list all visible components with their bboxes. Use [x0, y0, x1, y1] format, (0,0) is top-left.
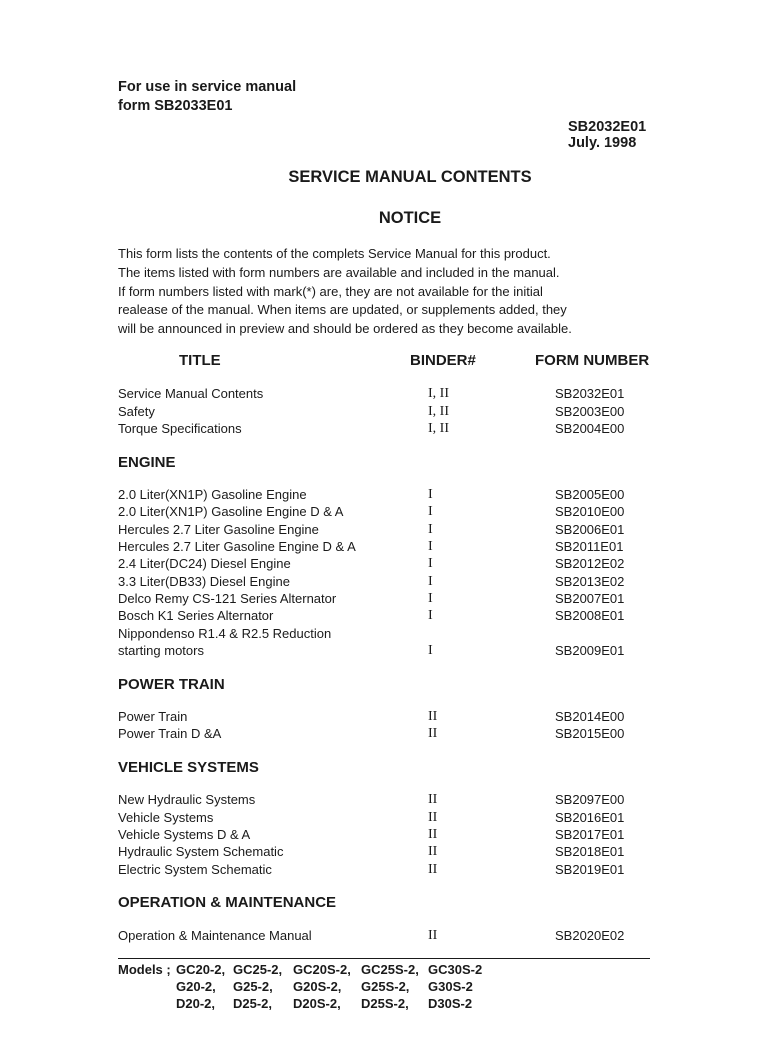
col-header-title: TITLE — [179, 352, 221, 369]
table-row — [118, 386, 658, 403]
row-title: Bosch K1 Series Alternator — [118, 608, 274, 623]
models-label: Models ; — [118, 962, 171, 977]
page-title: SERVICE MANUAL CONTENTS — [288, 168, 532, 186]
table-row — [118, 487, 658, 504]
model-code: GC25-2, — [233, 962, 283, 977]
row-binder: I, II — [428, 386, 449, 401]
row-form: SB2005E00 — [555, 487, 625, 502]
col-header-form: FORM NUMBER — [535, 352, 650, 369]
row-title: Hydraulic System Schematic — [118, 844, 284, 859]
row-title: Service Manual Contents — [118, 386, 264, 401]
row-binder: II — [428, 862, 438, 877]
table-row — [118, 421, 658, 438]
row-title: Operation & Maintenance Manual — [118, 928, 312, 943]
row-title: 2.0 Liter(XN1P) Gasoline Engine D & A — [118, 504, 344, 519]
row-title: Power Train — [118, 709, 188, 724]
row-binder: II — [428, 844, 438, 859]
table-row — [118, 574, 658, 591]
model-code: D20-2, — [176, 996, 216, 1011]
row-title: Delco Remy CS-121 Series Alternator — [118, 591, 337, 606]
row-binder: II — [428, 792, 438, 807]
row-binder: I — [428, 574, 433, 589]
use-line-1: For use in service manual — [118, 79, 297, 95]
model-code: G25-2, — [233, 979, 273, 994]
row-form: SB2097E00 — [555, 792, 625, 807]
notice-title: NOTICE — [378, 209, 442, 227]
notice-line: If form numbers listed with mark(*) are, they are not available for the initial — [118, 283, 543, 299]
section-heading-power-train: POWER TRAIN — [118, 676, 225, 693]
table-row — [118, 539, 658, 556]
table-row — [118, 810, 658, 827]
table-row — [118, 862, 658, 879]
form-number: SB2032E01 — [568, 119, 647, 135]
model-code: G25S-2, — [361, 979, 410, 994]
table-row — [118, 556, 658, 573]
row-form: SB2008E01 — [555, 608, 625, 623]
row-title: Power Train D &A — [118, 726, 222, 741]
model-code: G30S-2 — [428, 979, 473, 994]
use-line-2: form SB2033E01 — [118, 98, 233, 114]
row-binder: II — [428, 827, 438, 842]
notice-line: realease of the manual. When items are updated, or supplements added, they — [118, 302, 567, 318]
row-form: SB2019E01 — [555, 862, 625, 877]
row-binder: I — [428, 522, 433, 537]
row-form: SB2011E01 — [555, 539, 624, 554]
table-row — [118, 844, 658, 861]
row-binder: I — [428, 591, 433, 606]
row-title: Torque Specifications — [118, 421, 242, 436]
model-code: G20S-2, — [293, 979, 342, 994]
table-row — [118, 709, 658, 726]
notice-line: This form lists the contents of the complets Service Manual for this product. — [118, 246, 551, 261]
row-binder: II — [428, 928, 438, 943]
row-title: Nippondenso R1.4 & R2.5 Reduction — [118, 626, 332, 641]
row-form: SB2012E02 — [555, 556, 625, 571]
section-heading-vehicle-systems: VEHICLE SYSTEMS — [118, 759, 259, 776]
row-form: SB2015E00 — [555, 726, 625, 741]
model-code: D25-2, — [233, 996, 273, 1011]
row-binder: I, II — [428, 404, 449, 419]
table-row — [118, 827, 658, 844]
notice-line: The items listed with form numbers are available and included in the manual. — [118, 264, 560, 280]
table-row — [118, 726, 658, 743]
row-form: SB2020E02 — [555, 928, 625, 943]
notice-paragraph — [118, 245, 572, 339]
row-form: SB2016E01 — [555, 810, 625, 825]
row-form: SB2018E01 — [555, 844, 625, 859]
model-code: D20S-2, — [293, 996, 341, 1011]
col-header-binder: BINDER# — [410, 352, 476, 369]
issue-date: July. 1998 — [568, 135, 637, 151]
row-binder: I — [428, 556, 433, 571]
row-binder: I — [428, 539, 433, 554]
row-title: 2.4 Liter(DC24) Diesel Engine — [118, 556, 291, 571]
row-binder: I — [428, 643, 433, 658]
row-form: SB2014E00 — [555, 709, 625, 724]
row-form: SB2004E00 — [555, 421, 625, 436]
row-title: Hercules 2.7 Liter Gasoline Engine D & A — [118, 539, 356, 554]
table-row — [118, 591, 658, 608]
row-title: Vehicle Systems D & A — [118, 827, 251, 842]
row-binder: I — [428, 608, 433, 623]
row-title: Vehicle Systems — [118, 810, 214, 825]
row-form: SB2009E01 — [555, 643, 625, 658]
table-row — [118, 608, 658, 625]
row-binder: I — [428, 487, 433, 502]
row-title: 2.0 Liter(XN1P) Gasoline Engine — [118, 487, 307, 502]
model-code: GC20-2, — [176, 962, 226, 977]
model-code: D30S-2 — [428, 996, 473, 1011]
row-binder: II — [428, 726, 438, 741]
table-row — [118, 522, 658, 539]
row-form: SB2010E00 — [555, 504, 625, 519]
section-heading-engine: ENGINE — [118, 454, 176, 471]
row-title: Safety — [118, 404, 155, 419]
table-row — [118, 404, 658, 421]
row-title: Hercules 2.7 Liter Gasoline Engine — [118, 522, 319, 537]
section-heading-operation-maintenance: OPERATION & MAINTENANCE — [118, 894, 337, 911]
table-row — [118, 504, 658, 521]
row-binder: II — [428, 709, 438, 724]
model-code: G20-2, — [176, 979, 216, 994]
model-code: GC25S-2, — [361, 962, 419, 977]
row-title: New Hydraulic Systems — [118, 792, 256, 807]
row-binder: I — [428, 504, 433, 519]
table-row — [118, 643, 658, 660]
model-code: D25S-2, — [361, 996, 409, 1011]
table-row — [118, 792, 658, 809]
row-form: SB2032E01 — [555, 386, 625, 401]
row-form: SB2003E00 — [555, 404, 625, 419]
row-title: starting motors — [118, 643, 204, 658]
model-code: GC30S-2 — [428, 962, 483, 977]
row-form: SB2013E02 — [555, 574, 625, 589]
row-binder: I, II — [428, 421, 449, 436]
row-form: SB2017E01 — [555, 827, 625, 842]
table-row — [118, 626, 658, 643]
row-binder: II — [428, 810, 438, 825]
row-title: 3.3 Liter(DB33) Diesel Engine — [118, 574, 290, 589]
row-form: SB2006E01 — [555, 522, 625, 537]
model-code: GC20S-2, — [293, 962, 351, 977]
row-form: SB2007E01 — [555, 591, 625, 606]
notice-line: will be announced in preview and should be ordered as they become available. — [118, 321, 572, 337]
table-row — [118, 928, 658, 945]
footer-divider — [118, 958, 650, 959]
row-title: Electric System Schematic — [118, 862, 272, 877]
